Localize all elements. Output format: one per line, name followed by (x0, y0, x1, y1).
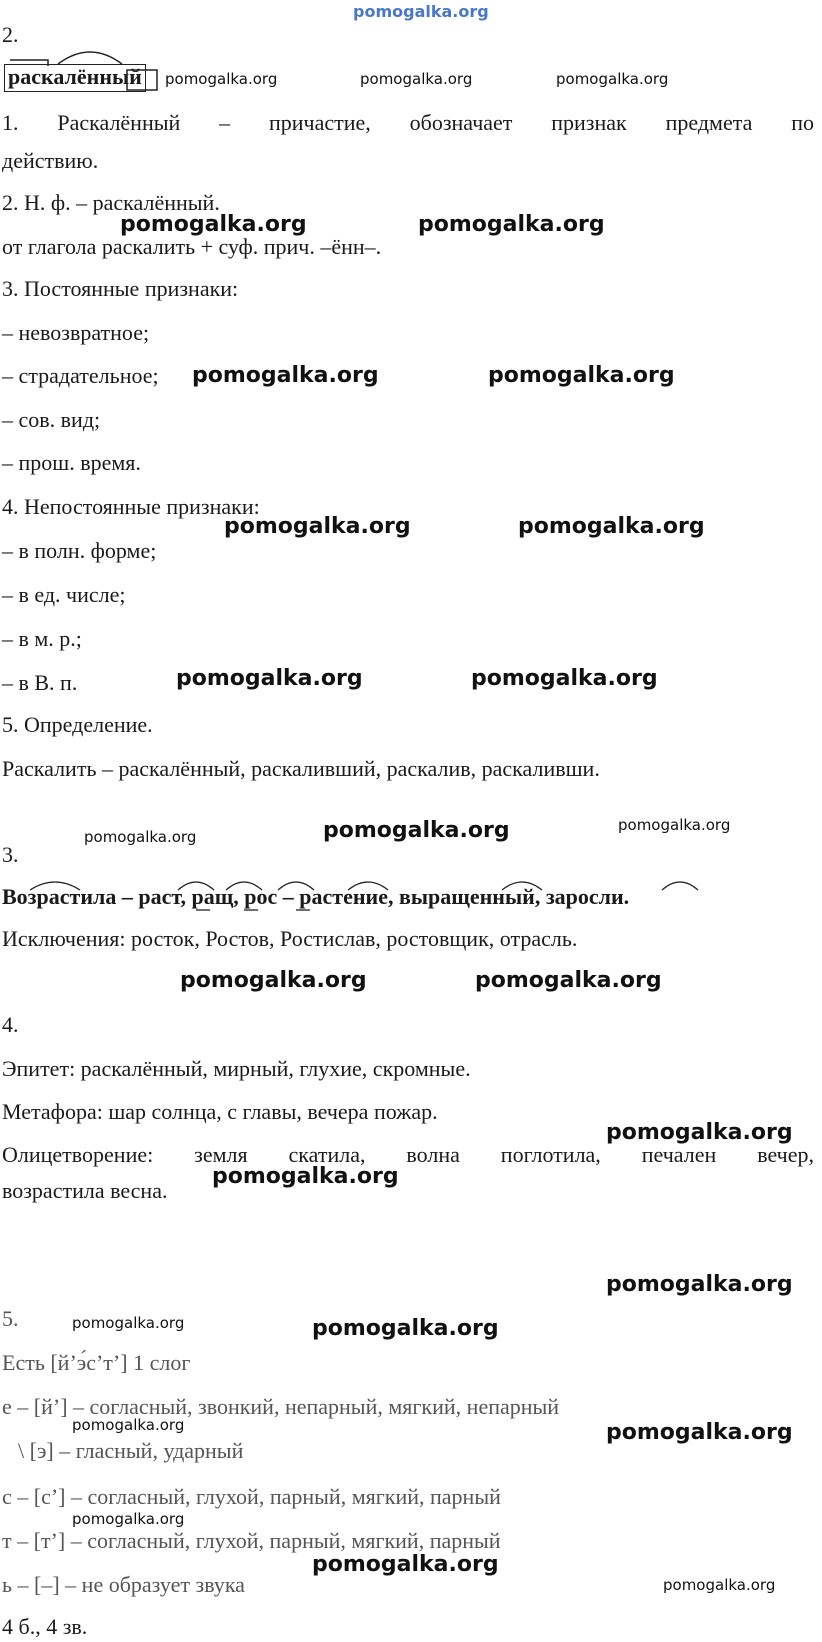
definition-heading: 5. Определение. (2, 712, 153, 737)
personification-line-1: Олицетворение: земля скатила, волна поглотила, печален вечер, (2, 1142, 814, 1167)
task-3-number: 3. (2, 842, 19, 867)
watermark: pomogalka.org (418, 212, 605, 237)
watermark: pomogalka.org (618, 816, 731, 834)
task-4-number: 4. (2, 1012, 19, 1037)
constant-feature-item: – страдательное; (2, 363, 159, 388)
watermark: pomogalka.org (72, 1510, 185, 1528)
watermark: pomogalka.org (663, 1576, 776, 1594)
definition-text: Раскалить – раскалённый, раскаливший, раскалив, раскаливши. (2, 756, 600, 781)
sound-line: с – [с’] – согласный, глухой, парный, мягкий, парный (2, 1484, 501, 1509)
watermark: pomogalka.org (556, 70, 669, 88)
watermark: pomogalka.org (180, 968, 367, 993)
watermark: pomogalka.org (606, 1272, 793, 1297)
personification-line-2: возрастила весна. (2, 1178, 168, 1203)
watermark: pomogalka.org (120, 212, 307, 237)
watermark: pomogalka.org (84, 828, 197, 846)
watermark: pomogalka.org (224, 514, 411, 539)
watermark: pomogalka.org (606, 1420, 793, 1445)
sound-line: е – [й’] – согласный, звонкий, непарный, мягкий, непарный (2, 1394, 560, 1419)
variable-feature-item: – в В. п. (2, 670, 78, 695)
task-5-number: 5. (2, 1306, 19, 1331)
watermark: pomogalka.org (312, 1316, 499, 1341)
watermark: pomogalka.org (518, 514, 705, 539)
watermark: pomogalka.org (72, 1416, 185, 1434)
constant-feature-item: – невозвратное; (2, 320, 150, 345)
watermark: pomogalka.org (312, 1552, 499, 1577)
variable-feature-item: – в м. р.; (2, 626, 82, 651)
watermark: pomogalka.org (176, 666, 363, 691)
task-2-number: 2. (2, 22, 19, 47)
watermark: pomogalka.org (165, 70, 278, 88)
watermark: pomogalka.org (488, 363, 675, 388)
word-analysis-box: раскалённый (4, 64, 146, 92)
watermark: pomogalka.org (606, 1120, 793, 1145)
sound-line: ь – [–] – не образует звука (2, 1572, 245, 1597)
transcription-line: Есть [й’э́с’т’] 1 слог (2, 1350, 191, 1375)
variable-feature-item: – в полн. форме; (2, 538, 157, 563)
exceptions-line: Исключения: росток, Ростов, Ростислав, ростовщик, отрасль. (2, 926, 578, 951)
epithet-line: Эпитет: раскалённый, мирный, глухие, скромные. (2, 1056, 471, 1081)
metaphor-line: Метафора: шар солнца, с главы, вечера пожар. (2, 1099, 438, 1124)
watermark: pomogalka.org (360, 70, 473, 88)
sound-line: т – [т’] – согласный, глухой, парный, мягкий, парный (2, 1528, 501, 1553)
variable-features-heading: 4. Непостоянные признаки: (2, 494, 260, 519)
paragraph-2-line-1: 2. Н. ф. – раскалённый. (2, 190, 220, 215)
paragraph-1-line-1: 1. Раскалённый – причастие, обозначает признак предмета по (2, 110, 814, 135)
watermark: pomogalka.org (212, 1164, 399, 1189)
root-arc (662, 882, 698, 890)
constant-feature-item: – прош. время. (2, 450, 141, 475)
watermark: pomogalka.org (475, 968, 662, 993)
root-arc (58, 52, 122, 64)
variable-feature-item: – в ед. числе; (2, 582, 126, 607)
watermark: pomogalka.org (323, 818, 510, 843)
constant-feature-item: – сов. вид; (2, 407, 101, 432)
watermark: pomogalka.org (471, 666, 658, 691)
roots-line: Возрастила – раст, ращ, рос – растение, выращенный, заросли. (2, 884, 630, 909)
summary-line: 4 б., 4 зв. (2, 1614, 88, 1639)
constant-features-heading: 3. Постоянные признаки: (2, 276, 239, 301)
watermark: pomogalka.org (72, 1314, 185, 1332)
sound-line: \ [э] – гласный, ударный (18, 1438, 244, 1463)
paragraph-1-line-2: действию. (2, 148, 99, 173)
site-header: pomogalka.org (353, 2, 489, 21)
watermark: pomogalka.org (192, 363, 379, 388)
paragraph-2-line-2: от глагола раскалить + суф. прич. –ённ–. (2, 234, 382, 259)
